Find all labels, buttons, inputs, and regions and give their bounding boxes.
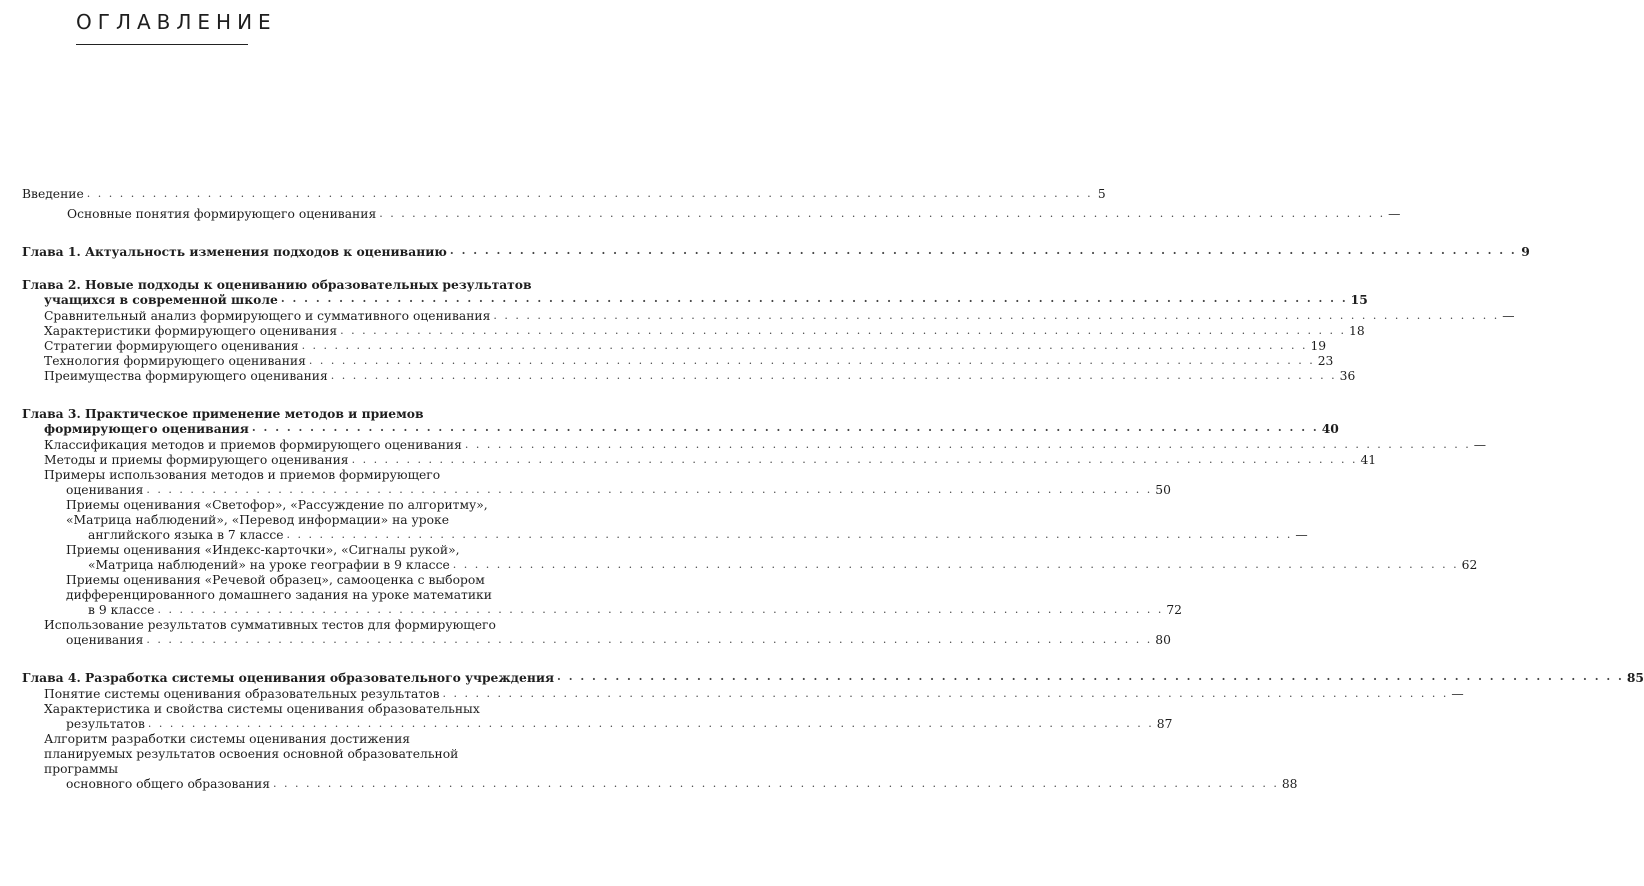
toc-page: 23: [1317, 354, 1334, 368]
toc-leader: [493, 311, 1499, 321]
toc-page: 80: [1155, 633, 1171, 647]
toc-label: Основные понятия формирующего оценивания: [67, 207, 377, 221]
toc-label-line: Алгоритм разработки системы оценивания достижения планируемых результатов освоения основной образовательной программы: [44, 732, 459, 776]
toc-leader: [287, 530, 1293, 540]
toc-leader: [148, 719, 1154, 729]
toc-leader: [331, 371, 1337, 381]
toc-page: —: [1473, 438, 1487, 452]
toc-leader: [453, 560, 1459, 570]
toc-label: Характеристики формирующего оценивания: [44, 324, 338, 338]
toc-leader: [302, 341, 1308, 351]
toc-label: Методы и приемы формирующего оценивания: [44, 453, 349, 467]
toc-label-line: Использование результатов суммативных тестов для формирующего: [44, 618, 496, 632]
toc-label: Понятие системы оценивания образовательных результатов: [44, 687, 440, 701]
toc-entry[interactable]: [22, 354, 1334, 369]
toc-label: «Матрица наблюдений» на уроке географии в 9 классе: [88, 558, 450, 572]
toc-entry[interactable]: [22, 453, 1377, 468]
toc-page: 19: [1310, 339, 1327, 353]
toc-page: —: [1388, 207, 1401, 221]
toc-label-line: Приемы оценивания «Индекс-карточки», «Сигналы рукой»,: [66, 543, 460, 557]
toc-leader: [443, 689, 1449, 699]
toc-leader: [273, 779, 1279, 789]
toc-label: оценивания: [66, 483, 144, 497]
toc-page: 9: [1521, 244, 1530, 259]
toc-label: оценивания: [66, 633, 144, 647]
toc-page: —: [1502, 309, 1515, 323]
toc-label: формирующего оценивания: [44, 421, 249, 436]
toc-leader: [157, 605, 1163, 615]
toc-label: в 9 классе: [88, 603, 155, 617]
toc-entry[interactable]: [22, 309, 1515, 324]
toc-label-line: Примеры использования методов и приемов формирующего: [44, 468, 441, 482]
toc-label: основного общего образования: [66, 777, 270, 791]
toc-entry[interactable]: [22, 468, 1171, 498]
toc-label: Сравнительный анализ формирующего и суммативного оценивания: [44, 309, 491, 323]
toc-leader: [252, 423, 1319, 433]
toc-entry[interactable]: [22, 339, 1327, 354]
toc-label: Преимущества формирующего оценивания: [44, 369, 328, 383]
toc-entry[interactable]: [22, 369, 1356, 384]
toc-label: английского языка в 7 классе: [88, 528, 284, 542]
toc-page: 88: [1281, 777, 1298, 791]
toc-label: результатов: [66, 717, 145, 731]
toc-label-line: Приемы оценивания «Светофор», «Рассуждение по алгоритму», «Матрица наблюдений», «Перевод информации» на уроке: [66, 498, 488, 527]
page-title: ОГЛАВЛЕНИЕ: [76, 10, 277, 34]
toc-leader: [281, 294, 1348, 304]
toc-leader: [557, 672, 1624, 682]
toc-label: Технология формирующего оценивания: [44, 354, 306, 368]
toc-leader: [465, 440, 1471, 450]
toc-entry[interactable]: [22, 438, 1487, 453]
toc-page: 40: [1321, 421, 1339, 436]
toc-entry[interactable]: [22, 732, 1298, 792]
title-underline: [76, 44, 248, 45]
toc-leader: [340, 326, 1346, 336]
toc-label-line: Глава 3. Практическое применение методов и приемов: [22, 406, 424, 421]
toc-leader: [87, 189, 1093, 199]
toc-leader: [450, 246, 1517, 256]
toc-entry[interactable]: [22, 207, 1401, 222]
toc-page: 36: [1339, 369, 1356, 383]
toc-entry-chapter-1[interactable]: [22, 244, 1530, 259]
toc-leader: [309, 356, 1315, 366]
toc-entry-chapter-3[interactable]: [22, 406, 1339, 436]
toc-label-line: Характеристика и свойства системы оценивания образовательных: [44, 702, 480, 716]
toc-label-line: Приемы оценивания «Речевой образец», самооценка с выбором дифференцированного домашнего задания на уроке математики: [66, 573, 492, 602]
toc-entry[interactable]: [22, 573, 1182, 618]
toc-leader: [146, 485, 1152, 495]
toc-page: 15: [1350, 292, 1368, 307]
toc-leader: [379, 209, 1385, 219]
toc-label: Глава 1. Актуальность изменения подходов к оцениванию: [22, 244, 447, 259]
toc-page: 87: [1156, 717, 1173, 731]
toc-leader: [352, 455, 1358, 465]
toc-page: 85: [1626, 670, 1644, 685]
toc-label: Введение: [22, 187, 84, 201]
toc-entry-chapter-4[interactable]: [22, 670, 1644, 685]
toc-page: 18: [1349, 324, 1365, 338]
toc-entry[interactable]: [22, 324, 1365, 339]
toc-entry[interactable]: [22, 687, 1464, 702]
toc-label-line: Глава 2. Новые подходы к оцениванию образовательных результатов: [22, 277, 532, 292]
toc-page: 50: [1155, 483, 1171, 497]
toc-entry-intro[interactable]: [22, 187, 1106, 202]
toc-page: 72: [1166, 603, 1182, 617]
toc-page: 62: [1461, 558, 1478, 572]
toc-entry[interactable]: [22, 498, 1308, 543]
toc-label: Стратегии формирующего оценивания: [44, 339, 299, 353]
toc-entry-chapter-2[interactable]: [22, 277, 1368, 307]
toc-entry[interactable]: [22, 702, 1173, 732]
toc-label: Классификация методов и приемов формирующего оценивания: [44, 438, 462, 452]
toc-page: —: [1295, 528, 1308, 542]
toc-label: учащихся в современной школе: [44, 292, 278, 307]
toc-page: 41: [1360, 453, 1377, 467]
table-of-contents: [22, 187, 1644, 792]
toc-entry[interactable]: [22, 543, 1478, 573]
toc-leader: [146, 635, 1152, 645]
toc-page: 5: [1097, 187, 1106, 201]
toc-entry[interactable]: [22, 618, 1171, 648]
toc-label: Глава 4. Разработка системы оценивания образовательного учреждения: [22, 670, 555, 685]
toc-page: —: [1451, 687, 1464, 701]
